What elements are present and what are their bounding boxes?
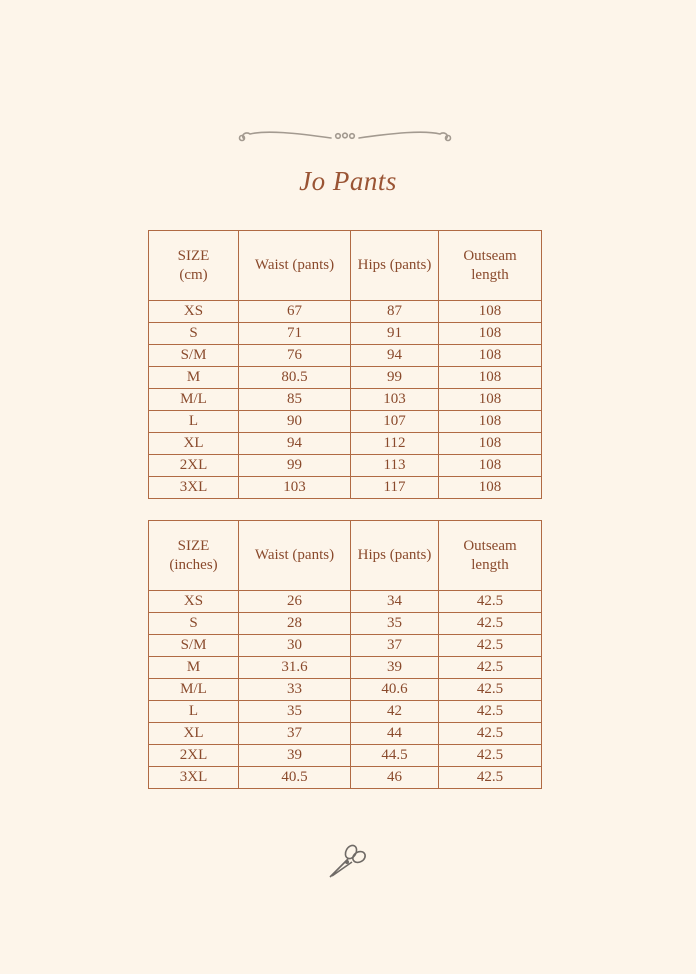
measurement-cell: 108 [439,455,542,477]
measurement-cell: 42.5 [439,591,542,613]
table-row [149,701,542,723]
measurement-cell: 94 [351,345,439,367]
measurement-cell: 85 [239,389,351,411]
size-cell: XS [149,591,239,613]
size-cell: L [149,701,239,723]
measurement-cell: 103 [351,389,439,411]
size-table-cm [148,230,542,499]
measurement-cell: 42.5 [439,635,542,657]
measurement-cell: 67 [239,301,351,323]
measurement-cell: 99 [239,455,351,477]
table-row [149,767,542,789]
measurement-cell: 42.5 [439,767,542,789]
table-row [149,613,542,635]
measurement-cell: 37 [239,723,351,745]
size-cell: S/M [149,635,239,657]
measurement-cell: 108 [439,301,542,323]
size-cell: 2XL [149,745,239,767]
size-cell: XL [149,723,239,745]
size-cell: 3XL [149,477,239,499]
measurement-cell: 42.5 [439,745,542,767]
size-cell: M/L [149,679,239,701]
header-line: Outseam [463,537,517,554]
table-row [149,657,542,679]
measurement-cell: 94 [239,433,351,455]
size-cell: XS [149,301,239,323]
header-line: Hips (pants) [357,257,432,273]
measurement-cell: 31.6 [239,657,351,679]
measurement-cell: 91 [351,323,439,345]
measurement-cell: 42.5 [439,701,542,723]
measurement-cell: 103 [239,477,351,499]
column-header [239,231,351,301]
measurement-cell: 35 [351,613,439,635]
measurement-cell: 113 [351,455,439,477]
measurement-cell: 112 [351,433,439,455]
column-header [149,521,239,591]
table-row [149,433,542,455]
measurement-cell: 40.5 [239,767,351,789]
header-line: (inches) [169,556,218,573]
column-header [351,521,439,591]
header-line: Waist (pants) [254,257,335,273]
size-cell: 3XL [149,767,239,789]
page-title: Jo Pants [299,166,397,196]
measurement-cell: 28 [239,613,351,635]
header-line: Waist (pants) [254,547,335,563]
measurement-cell: 108 [439,411,542,433]
header-line: Outseam [463,247,517,264]
measurement-cell: 46 [351,767,439,789]
flourish-divider-icon [236,127,454,147]
size-cell: S [149,613,239,635]
table-row [149,301,542,323]
measurement-cell: 44 [351,723,439,745]
size-cell: M [149,367,239,389]
table-row [149,679,542,701]
column-header [351,231,439,301]
measurement-cell: 108 [439,345,542,367]
header-line: (cm) [179,266,208,283]
measurement-cell: 42.5 [439,657,542,679]
measurement-cell: 35 [239,701,351,723]
size-cell: 2XL [149,455,239,477]
size-cell: XL [149,433,239,455]
measurement-cell: 108 [439,477,542,499]
measurement-cell: 26 [239,591,351,613]
measurement-cell: 108 [439,367,542,389]
table-row [149,635,542,657]
measurement-cell: 117 [351,477,439,499]
header-row [149,521,542,591]
measurement-cell: 34 [351,591,439,613]
size-cell: S/M [149,345,239,367]
measurement-cell: 99 [351,367,439,389]
header-line: SIZE [177,537,210,554]
measurement-cell: 71 [239,323,351,345]
scissors-icon [326,842,368,880]
table-row [149,389,542,411]
measurement-cell: 42 [351,701,439,723]
measurement-cell: 42.5 [439,723,542,745]
table-row [149,723,542,745]
table-row [149,591,542,613]
measurement-cell: 90 [239,411,351,433]
measurement-cell: 80.5 [239,367,351,389]
measurement-cell: 42.5 [439,679,542,701]
size-cell: L [149,411,239,433]
measurement-cell: 33 [239,679,351,701]
measurement-cell: 107 [351,411,439,433]
column-header [239,521,351,591]
header-line: length [471,266,509,283]
column-header [439,521,542,591]
table-row [149,345,542,367]
measurement-cell: 39 [351,657,439,679]
measurement-cell: 44.5 [351,745,439,767]
header-row [149,231,542,301]
measurement-cell: 39 [239,745,351,767]
table-row [149,745,542,767]
table-row [149,455,542,477]
table-row [149,323,542,345]
size-cell: S [149,323,239,345]
table-row [149,477,542,499]
measurement-cell: 108 [439,323,542,345]
header-line: SIZE [177,247,210,264]
measurement-cell: 30 [239,635,351,657]
size-cell: M [149,657,239,679]
size-table-inches [148,520,542,789]
measurement-cell: 108 [439,389,542,411]
header-line: length [471,556,509,573]
measurement-cell: 87 [351,301,439,323]
measurement-cell: 76 [239,345,351,367]
measurement-cell: 37 [351,635,439,657]
column-header [439,231,542,301]
size-cell: M/L [149,389,239,411]
table-row [149,367,542,389]
measurement-cell: 40.6 [351,679,439,701]
header-line: Hips (pants) [357,547,432,563]
column-header [149,231,239,301]
table-row [149,411,542,433]
measurement-cell: 108 [439,433,542,455]
measurement-cell: 42.5 [439,613,542,635]
